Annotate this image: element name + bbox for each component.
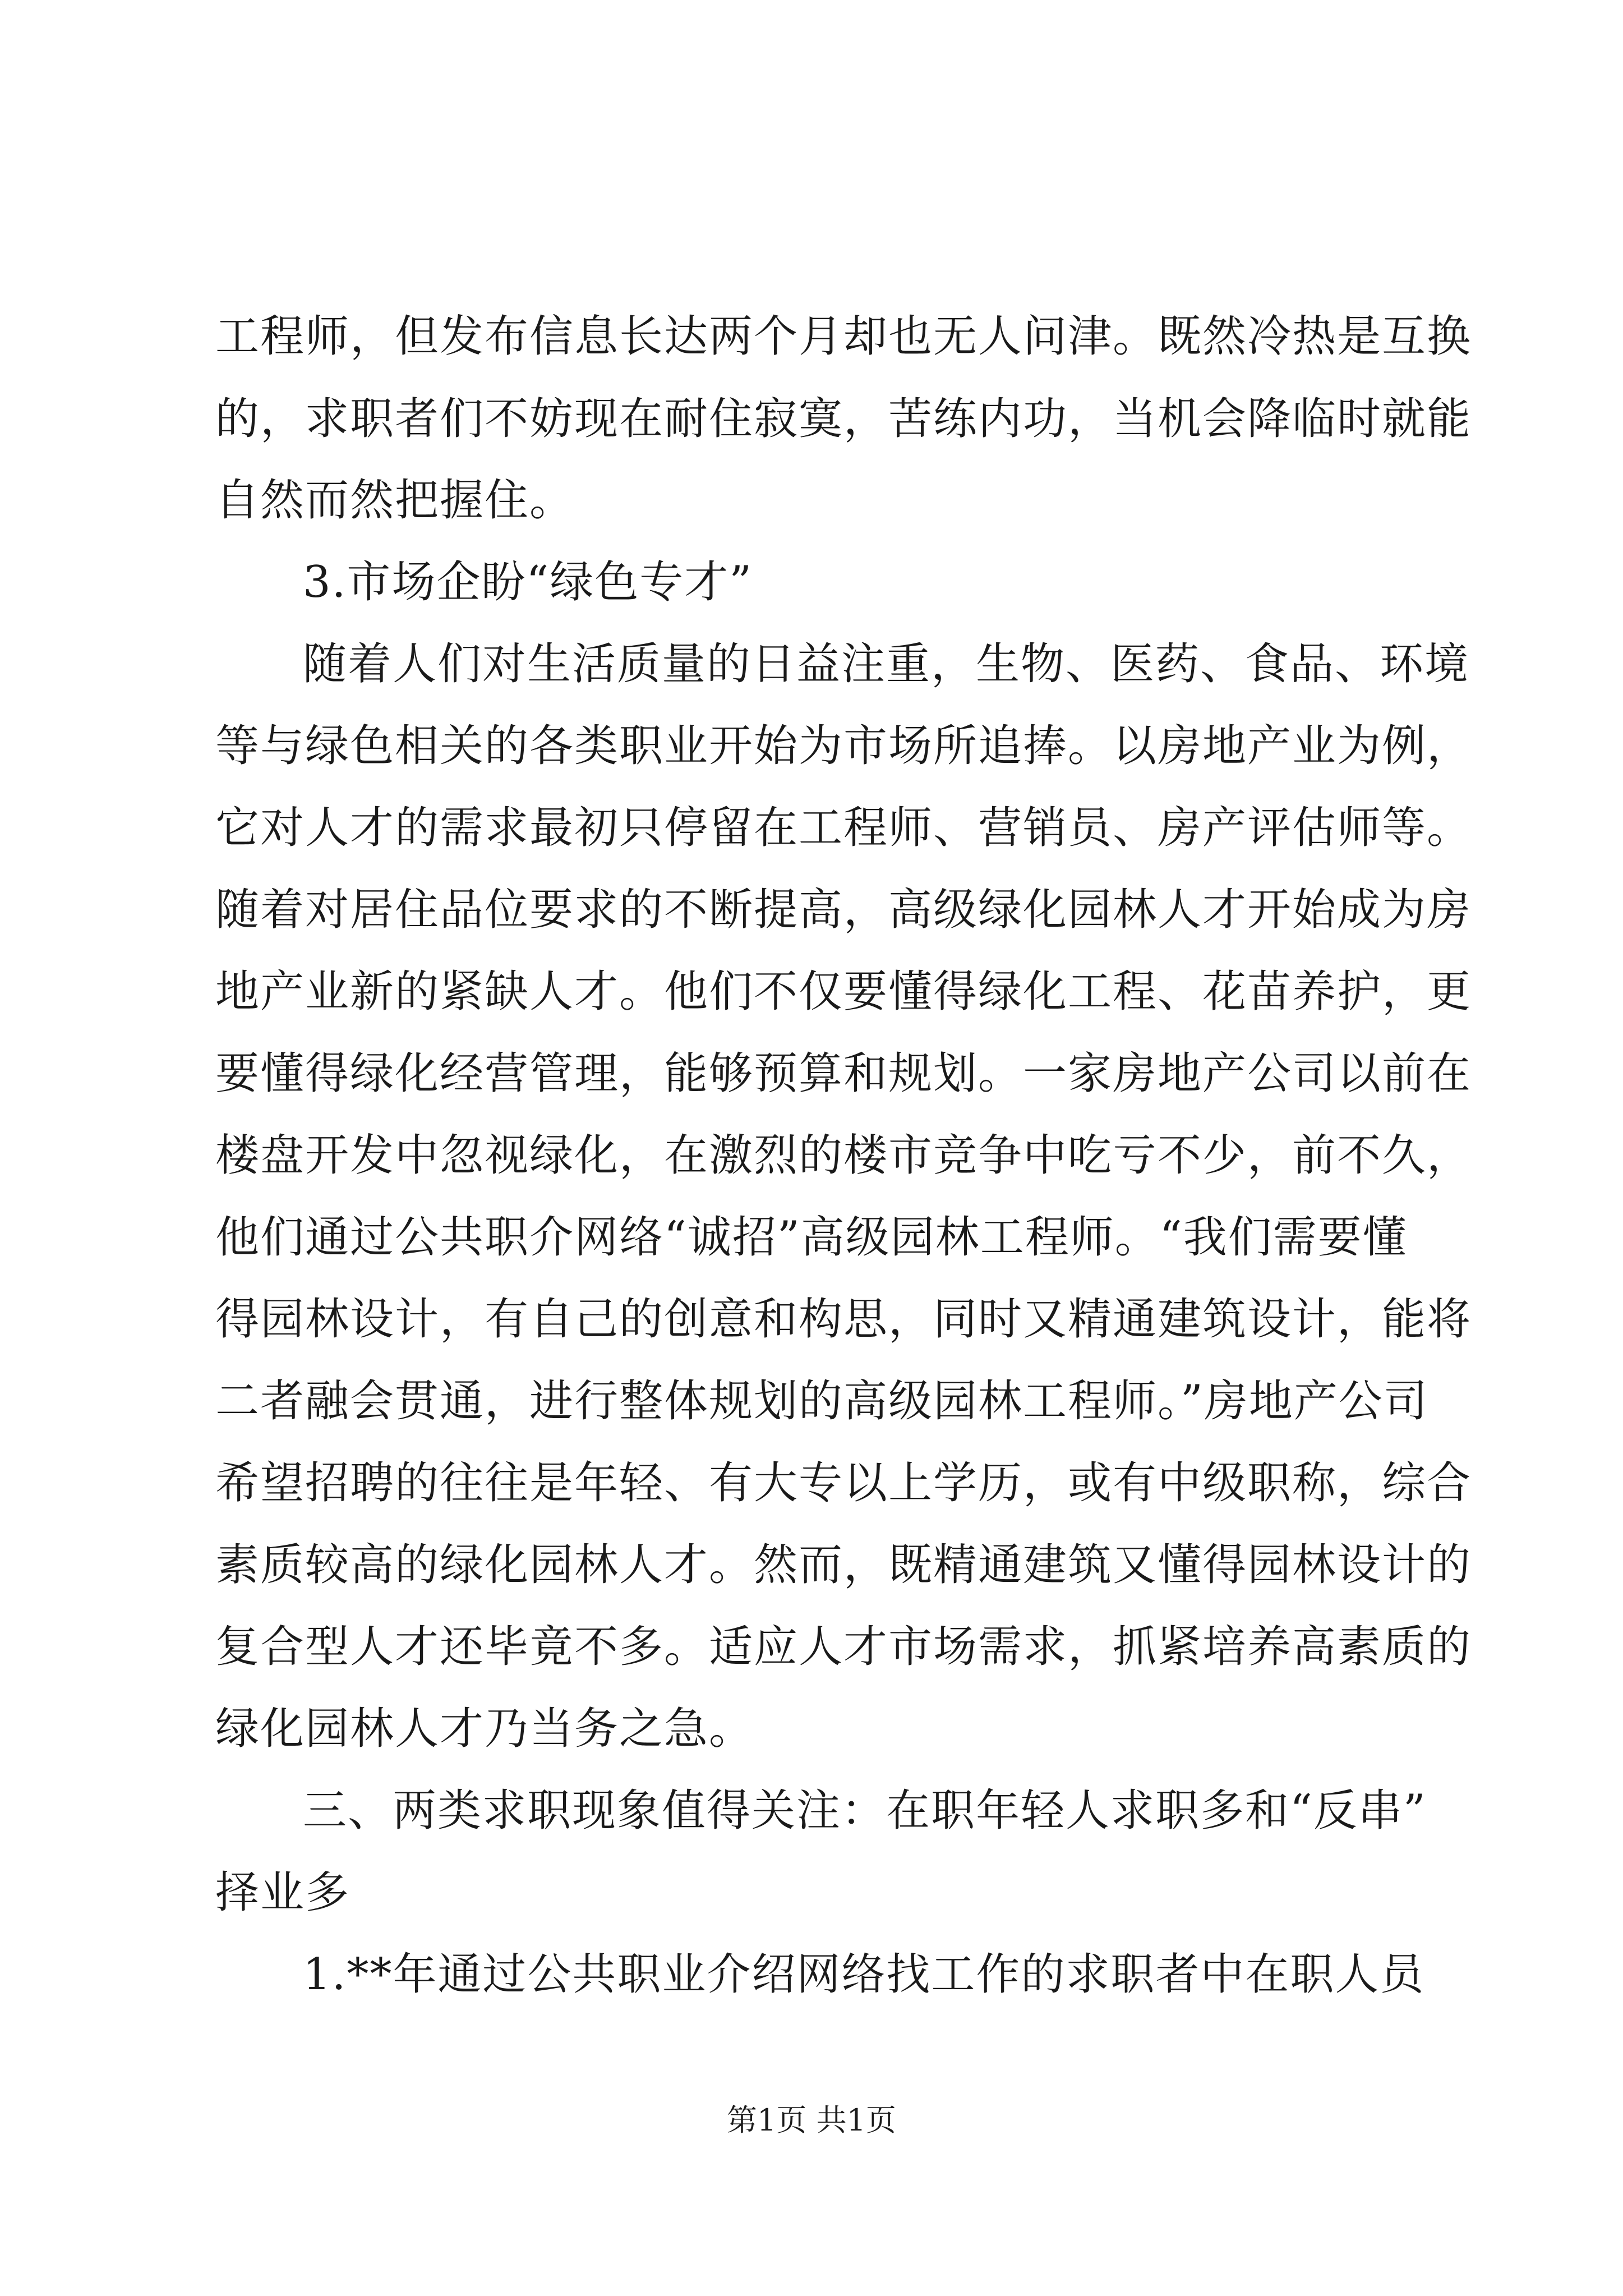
text-line-15: 希望招聘的往往是年轻、有大专以上学历，或有中级职称，综合 — [215, 1458, 1472, 1508]
text-line-20: 择业多 — [215, 1867, 351, 1918]
text-line-5: 随着人们对生活质量的日益注重，生物、医药、食品、环境 — [303, 639, 1470, 689]
text-line-21: 1.**年通过公共职业介绍网络找工作的求职者中在职人员 — [303, 1949, 1425, 2000]
text-line-10: 要懂得绿化经营管理，能够预算和规划。一家房地产公司以前在 — [215, 1048, 1472, 1099]
text-line-17: 复合型人才还毕竟不多。适应人才市场需求，抓紧培养高素质的 — [215, 1622, 1472, 1672]
section-heading-3: 3.市场企盼“绿色专才” — [303, 557, 753, 608]
page-footer: 第1页 共1页 — [727, 2102, 896, 2138]
section-heading-three: 三、两类求职现象值得关注：在职年轻人求职多和“反串” — [303, 1786, 1427, 1836]
text-line-8: 随着对居住品位要求的不断提高，高级绿化园林人才开始成为房 — [215, 885, 1472, 935]
text-line-6: 等与绿色相关的各类职业开始为市场所追捧。以房地产业为例， — [215, 721, 1472, 771]
text-line-2: 的，求职者们不妨现在耐住寂寞，苦练内功，当机会降临时就能 — [215, 394, 1472, 444]
text-line-1: 工程师，但发布信息长达两个月却也无人问津。既然冷热是互换 — [215, 311, 1472, 362]
text-line-7: 它对人才的需求最初只停留在工程师、营销员、房产评估师等。 — [215, 803, 1472, 853]
text-line-9: 地产业新的紧缺人才。他们不仅要懂得绿化工程、花苗养护，更 — [215, 967, 1472, 1017]
text-line-18: 绿化园林人才乃当务之急。 — [215, 1704, 754, 1754]
text-line-11: 楼盘开发中忽视绿化，在激烈的楼市竞争中吃亏不少，前不久， — [215, 1130, 1472, 1181]
text-line-3: 自然而然把握住。 — [215, 475, 575, 526]
text-line-16: 素质较高的绿化园林人才。然而，既精通建筑又懂得园林设计的 — [215, 1540, 1472, 1590]
text-line-12: 他们通过公共职介网络“诚招”高级园林工程师。“我们需要懂 — [215, 1212, 1408, 1263]
text-line-13: 得园林设计，有自己的创意和构思，同时又精通建筑设计，能将 — [215, 1294, 1472, 1345]
text-line-14: 二者融会贯通，进行整体规划的高级园林工程师。”房地产公司 — [215, 1376, 1428, 1427]
